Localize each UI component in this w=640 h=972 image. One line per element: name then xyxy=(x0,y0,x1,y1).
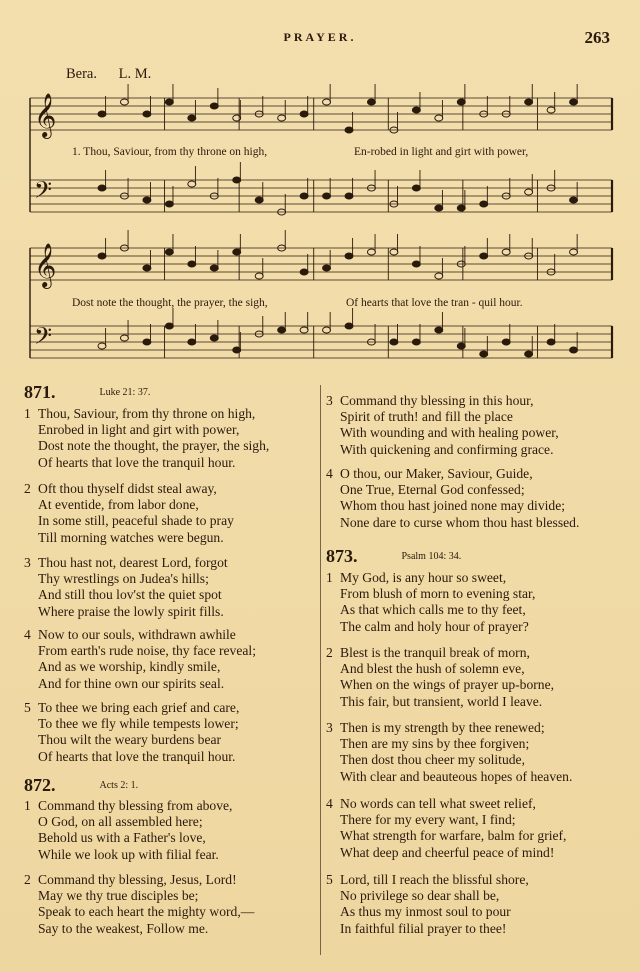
note-head xyxy=(300,193,308,199)
stanza-number: 3 xyxy=(326,720,333,735)
stanza xyxy=(24,481,234,546)
verse-line: No privilege so dear shall be, xyxy=(340,888,500,904)
music-score xyxy=(0,0,640,372)
verse-line: O thou, our Maker, Saviour, Guide, xyxy=(340,466,533,481)
verse-line: Spirit of truth! and fill the place xyxy=(340,409,513,425)
verse-line: Behold us with a Father's love, xyxy=(38,830,206,846)
note-head xyxy=(165,201,173,207)
music-lyric-1a: 1. Thou, Saviour, from thy throne on high, xyxy=(72,146,268,158)
verse-line: In faithful filial prayer to thee! xyxy=(340,920,507,936)
scripture-reference: Luke 21: 37. xyxy=(99,387,151,398)
note-head xyxy=(210,335,218,341)
verse-line: Of hearts that love the tranquil hour. xyxy=(38,454,236,470)
note-head xyxy=(390,339,398,345)
note-head xyxy=(210,103,218,109)
stanza xyxy=(326,466,579,531)
note-head xyxy=(323,99,331,105)
note-head xyxy=(120,99,128,105)
verse-line: In some still, peaceful shade to pray xyxy=(38,513,234,529)
note-head xyxy=(300,327,308,333)
note-head xyxy=(165,99,173,105)
verse-line: Till morning watches were begun. xyxy=(38,529,224,545)
hymn-heading-871 xyxy=(24,382,150,403)
verse-line: And still thou lov'st the quiet spot xyxy=(38,587,222,603)
hymn-number: 871. xyxy=(24,382,56,402)
verse-line: And as we worship, kindly smile, xyxy=(38,659,221,675)
note-head xyxy=(188,181,196,187)
note-head xyxy=(233,177,241,183)
verse-line: Now to our souls, withdrawn awhile xyxy=(38,627,236,642)
verse-line: Then are my sins by thee forgiven; xyxy=(340,736,530,752)
verse-line: To thee we bring each grief and care, xyxy=(38,700,240,715)
music-lyric-2b: Of hearts that love the tran - quil hour. xyxy=(346,297,523,309)
note-head xyxy=(367,249,375,255)
music-lyric-1b: En-robed in light and girt with power, xyxy=(354,146,529,158)
verse-line: This fair, but transient, world I leave. xyxy=(340,693,543,709)
verse-line: Lord, till I reach the blissful shore, xyxy=(340,872,529,887)
verse-line: There for my every want, I find; xyxy=(340,812,516,828)
verse-line: None dare to curse whom thou hast blessed. xyxy=(340,514,580,530)
stanza-number: 4 xyxy=(24,627,31,642)
verse-line: As that which calls me to thy feet, xyxy=(340,602,526,618)
verse-line: And blest the hush of solemn eve, xyxy=(340,661,525,677)
verse-line: Where praise the lowly spirit fills. xyxy=(38,603,224,619)
verse-line: Speak to each heart the mighty word,— xyxy=(38,904,255,920)
note-head xyxy=(502,339,510,345)
stanza-number: 1 xyxy=(326,570,333,585)
stanza-number: 3 xyxy=(326,393,333,408)
verse-line: Command thy blessing from above, xyxy=(38,798,233,813)
verse-line: The calm and holy hour of prayer? xyxy=(340,618,529,634)
verse-line: Dost note the thought, the prayer, the sigh, xyxy=(38,438,270,454)
hymn-number: 872. xyxy=(24,775,56,795)
note-head xyxy=(390,249,398,255)
note-head xyxy=(143,111,151,117)
verse-line: Command thy blessing in this hour, xyxy=(340,393,534,408)
stanza xyxy=(326,796,566,861)
verse-line: Then is my strength by thee renewed; xyxy=(340,720,545,735)
stanza-number: 1 xyxy=(24,406,31,421)
stanza xyxy=(24,627,256,692)
stanza xyxy=(24,555,228,620)
note-head xyxy=(188,115,196,121)
note-head xyxy=(502,249,510,255)
stanza xyxy=(326,393,559,458)
tune-meter: L. M. xyxy=(118,66,152,82)
note-head xyxy=(278,327,286,333)
note-head xyxy=(323,193,331,199)
note-head xyxy=(570,347,578,353)
verse-line: As thus my inmost soul to pour xyxy=(340,904,511,920)
hymn-heading-873 xyxy=(326,546,461,567)
note-head xyxy=(457,205,465,211)
note-head xyxy=(367,99,375,105)
verse-line: My God, is any hour so sweet, xyxy=(340,570,507,585)
stanza-number: 4 xyxy=(326,466,333,481)
verse-line: O God, on all assembled here; xyxy=(38,814,203,830)
note-head xyxy=(570,99,578,105)
note-head xyxy=(98,111,106,117)
stanza xyxy=(24,406,269,471)
stanza-number: 5 xyxy=(24,700,31,715)
scripture-reference: Psalm 104: 34. xyxy=(401,551,462,562)
note-head xyxy=(457,343,465,349)
verse-line: To thee we fly while tempests lower; xyxy=(38,716,239,732)
note-head xyxy=(98,185,106,191)
note-head xyxy=(345,323,353,329)
hymn-number: 873. xyxy=(326,546,358,566)
verse-line: Thy wrestlings on Judea's hills; xyxy=(38,571,209,587)
note-head xyxy=(345,253,353,259)
note-head xyxy=(435,327,443,333)
stanza-number: 2 xyxy=(24,481,31,496)
note-head xyxy=(98,343,106,349)
note-head xyxy=(525,351,533,357)
note-head xyxy=(345,127,353,133)
treble-clef-icon: 𝄞 xyxy=(34,243,57,287)
note-head xyxy=(480,201,488,207)
verse-line: Thou, Saviour, from thy throne on high, xyxy=(38,406,256,421)
note-head xyxy=(143,339,151,345)
verse-line: At eventide, from labor done, xyxy=(38,497,199,513)
verse-line: Oft thou thyself didst steal away, xyxy=(38,481,217,496)
note-head xyxy=(120,335,128,341)
verse-line: What strength for warfare, balm for grief, xyxy=(340,828,567,844)
note-head xyxy=(570,249,578,255)
verse-line: From blush of morn to evening star, xyxy=(340,586,536,602)
verse-line: Blest is the tranquil break of morn, xyxy=(340,645,530,660)
note-head xyxy=(412,339,420,345)
stanza xyxy=(326,570,535,635)
note-head xyxy=(457,99,465,105)
note-head xyxy=(435,115,443,121)
note-head xyxy=(300,111,308,117)
verse-line: Thou wilt the weary burdens bear xyxy=(38,732,222,748)
note-head xyxy=(278,115,286,121)
note-head xyxy=(525,189,533,195)
music-lyric-2a: Dost note the thought, the prayer, the sigh, xyxy=(72,297,268,309)
bass-clef-icon: 𝄢 xyxy=(34,176,53,209)
verse-line: Command thy blessing, Jesus, Lord! xyxy=(38,872,237,887)
scripture-reference: Acts 2: 1. xyxy=(99,780,139,791)
note-head xyxy=(210,265,218,271)
verse-line: Thou hast not, dearest Lord, forgot xyxy=(38,555,228,570)
note-head xyxy=(255,273,263,279)
stanza-number: 5 xyxy=(326,872,333,887)
stanza-number: 2 xyxy=(24,872,31,887)
stanza xyxy=(24,700,239,765)
stanza xyxy=(326,720,572,785)
verse-line: Say to the weakest, Follow me. xyxy=(38,920,209,936)
verse-line: With quickening and confirming grace. xyxy=(340,441,554,457)
stanza xyxy=(326,872,529,937)
stanza xyxy=(326,645,554,710)
stanza-number: 2 xyxy=(326,645,333,660)
verse-line: With clear and beauteous hopes of heaven. xyxy=(340,768,573,784)
note-head xyxy=(188,339,196,345)
stanza-number: 3 xyxy=(24,555,31,570)
note-head xyxy=(412,185,420,191)
note-head xyxy=(547,339,555,345)
note-head xyxy=(547,107,555,113)
note-head xyxy=(345,193,353,199)
note-head xyxy=(165,249,173,255)
verse-line: Of hearts that love the tranquil hour. xyxy=(38,748,236,764)
stanza xyxy=(24,798,232,863)
running-title: PRAYER. xyxy=(283,30,357,44)
hymn-heading-872 xyxy=(24,775,138,796)
verse-line: When on the wings of prayer up-borne, xyxy=(340,677,555,693)
page-number: 263 xyxy=(584,28,610,47)
stanza xyxy=(24,872,254,937)
note-head xyxy=(323,265,331,271)
verse-line: Then dost thou cheer my solitude, xyxy=(340,752,525,768)
treble-clef-icon: 𝄞 xyxy=(34,93,57,137)
note-head xyxy=(98,253,106,259)
note-head xyxy=(233,249,241,255)
note-head xyxy=(165,323,173,329)
note-head xyxy=(435,205,443,211)
stanza-number: 1 xyxy=(24,798,31,813)
note-head xyxy=(412,261,420,267)
note-head xyxy=(570,197,578,203)
note-head xyxy=(233,347,241,353)
tune-name: Bera. xyxy=(66,66,97,82)
verse-line: Enrobed in light and girt with power, xyxy=(38,422,240,438)
note-head xyxy=(323,327,331,333)
note-head xyxy=(412,107,420,113)
note-head xyxy=(188,261,196,267)
bass-clef-icon: 𝄢 xyxy=(34,322,53,355)
verse-line: Whom thou hast joined none may divide; xyxy=(340,498,566,514)
verse-line: No words can tell what sweet relief, xyxy=(340,796,536,811)
verse-line: While we look up with filial fear. xyxy=(38,846,219,862)
note-head xyxy=(300,269,308,275)
verse-line: From earth's rude noise, thy face reveal; xyxy=(38,643,256,659)
note-head xyxy=(525,99,533,105)
verse-line: With wounding and with healing power, xyxy=(340,425,559,441)
verse-line: And for thine own our spirits seal. xyxy=(38,675,225,691)
verse-line: One True, Eternal God confessed; xyxy=(340,482,525,498)
note-head xyxy=(143,265,151,271)
column-divider xyxy=(320,385,321,955)
note-head xyxy=(480,351,488,357)
note-head xyxy=(255,197,263,203)
verse-line: May we thy true disciples be; xyxy=(38,888,199,904)
note-head xyxy=(143,197,151,203)
verse-line: What deep and cheerful peace of mind! xyxy=(340,844,555,860)
note-head xyxy=(480,253,488,259)
note-head xyxy=(435,273,443,279)
stanza-number: 4 xyxy=(326,796,333,811)
